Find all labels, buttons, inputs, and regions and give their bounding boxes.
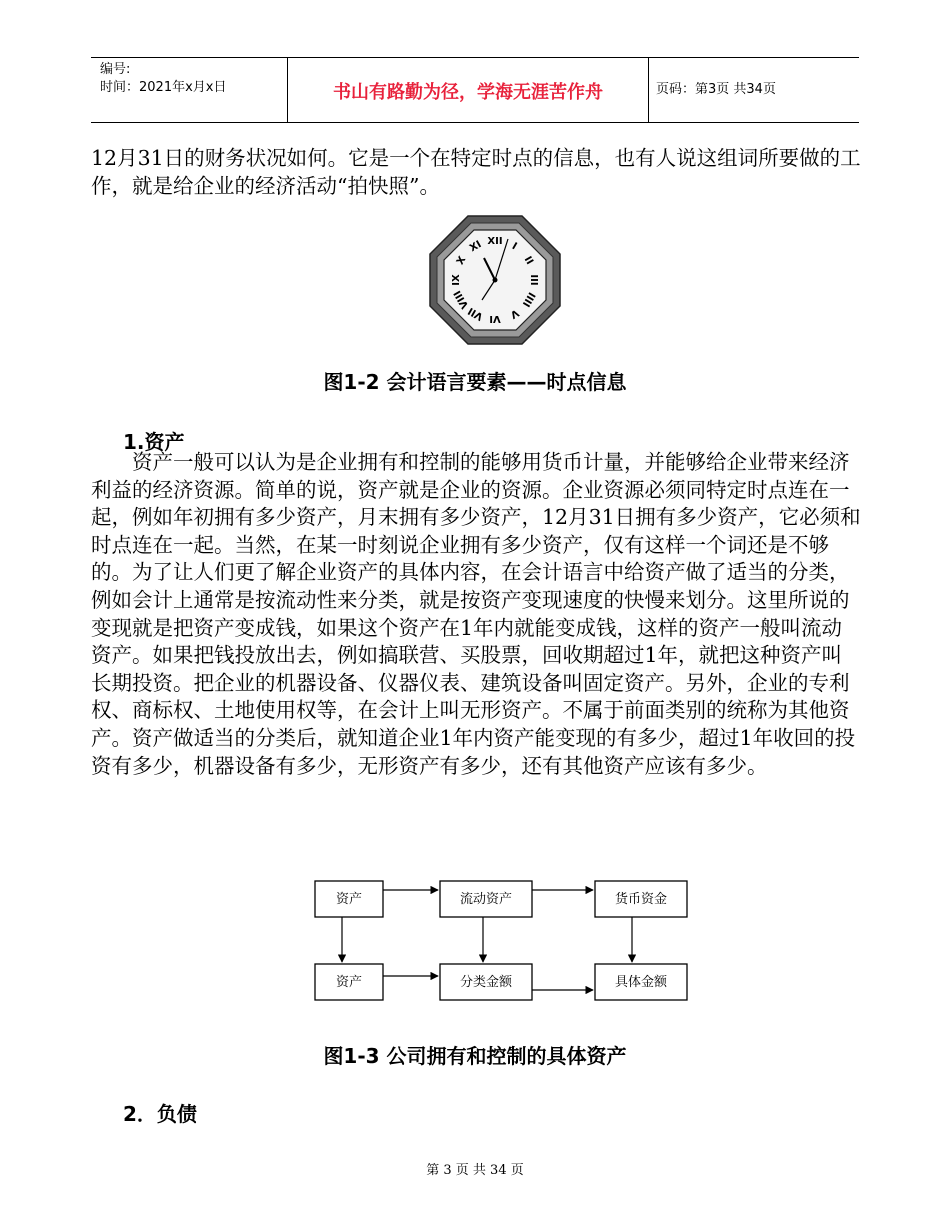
label-top-right: 货币资金 bbox=[614, 892, 668, 907]
label-bot-left: 资产 bbox=[335, 975, 363, 990]
clock-numeral: I bbox=[509, 241, 519, 253]
section-2-heading: 2．负债 bbox=[123, 1102, 197, 1126]
page-header bbox=[91, 57, 859, 123]
clock-figure bbox=[428, 214, 562, 346]
label-top-mid: 流动资产 bbox=[459, 892, 513, 907]
figure-1-2-caption: 图1-2 会计语言要素——时点信息 bbox=[323, 370, 627, 394]
clock-numeral: VIII bbox=[452, 288, 472, 311]
page-info: 页码：第3页 共34页 bbox=[656, 82, 776, 97]
header-page-cell bbox=[648, 58, 859, 122]
section-1-heading: 1.资产 bbox=[123, 430, 185, 454]
motto-text: 书山有路勤为径，学海无涯苦作舟 bbox=[333, 82, 603, 103]
clock-numeral: IIII bbox=[519, 290, 537, 309]
clock-center-pin bbox=[493, 278, 498, 283]
figure-1-3-caption: 图1-3 公司拥有和控制的具体资产 bbox=[323, 1044, 627, 1068]
asset-flow-diagram bbox=[312, 878, 704, 1004]
intro-paragraph: 12月31日的财务状况如何。它是一个在特定时点的信息，也有人说这组词所要做的工作，就是给企业的经济活动“拍快照”。 bbox=[91, 146, 861, 198]
clock-numeral: II bbox=[521, 254, 535, 267]
clock-numeral: X bbox=[455, 254, 469, 267]
label-top-left: 资产 bbox=[335, 892, 363, 907]
header-motto-cell bbox=[287, 58, 649, 122]
clock-numeral: XI bbox=[468, 239, 484, 255]
clock-numeral: VII bbox=[466, 304, 486, 322]
section-1-body bbox=[91, 449, 861, 780]
clock-numeral: III bbox=[528, 274, 539, 286]
clock-numeral: VI bbox=[489, 313, 501, 324]
page-footer: 第 3 页 共 34 页 bbox=[426, 1163, 524, 1178]
time-label: 时间：2021年x月x日 bbox=[100, 80, 227, 95]
intro-paragraph-block bbox=[91, 145, 861, 200]
number-label: 编号: bbox=[100, 62, 131, 77]
label-bot-right: 具体金额 bbox=[614, 975, 668, 990]
header-meta-cell bbox=[91, 58, 287, 122]
clock-numeral: IX bbox=[451, 274, 462, 286]
section-1-paragraph: 资产一般可以认为是企业拥有和控制的能够用货币计量，并能够给企业带来经济利益的经济资源。简单的说，资产就是企业的资源。企业资源必须同特定时点连在一起，例如年初拥有多少资产，月末拥有多少资产，12月31日拥有多少资产，它必须和时点连在一起。当然，在某一时刻说企业拥有多少资产，仅有这样一个词还是不够的。为了让人们更了解企业资产的具体内容，在会计语言中给资产做了适当的分类，例如会计上通常是按流动性来分类，就是按资产变现速度的快慢来划分。这里所说的变现就是把资产变成钱，如果这个资产在1年内就能变成钱，这样的资产一般叫流动资产。如果把钱投放出去，例如搞联营、买股票，回收期超过1年，就把这种资产叫长期投资。把企业的机器设备、仪器仪表、建筑设备叫固定资产。另外，企业的专利权、商标权、土地使用权等，在会计上叫无形资产。不属于前面类别的统称为其他资产。资产做适当的分类后，就知道企业1年内资产能变现的有多少，超过1年收回的投资有多少，机器设备有多少，无形资产有多少，还有其他资产应该有多少。 bbox=[91, 450, 861, 778]
clock-numeral: XII bbox=[487, 236, 503, 247]
clock-numeral: V bbox=[508, 306, 521, 321]
label-bot-mid: 分类金额 bbox=[459, 975, 513, 990]
